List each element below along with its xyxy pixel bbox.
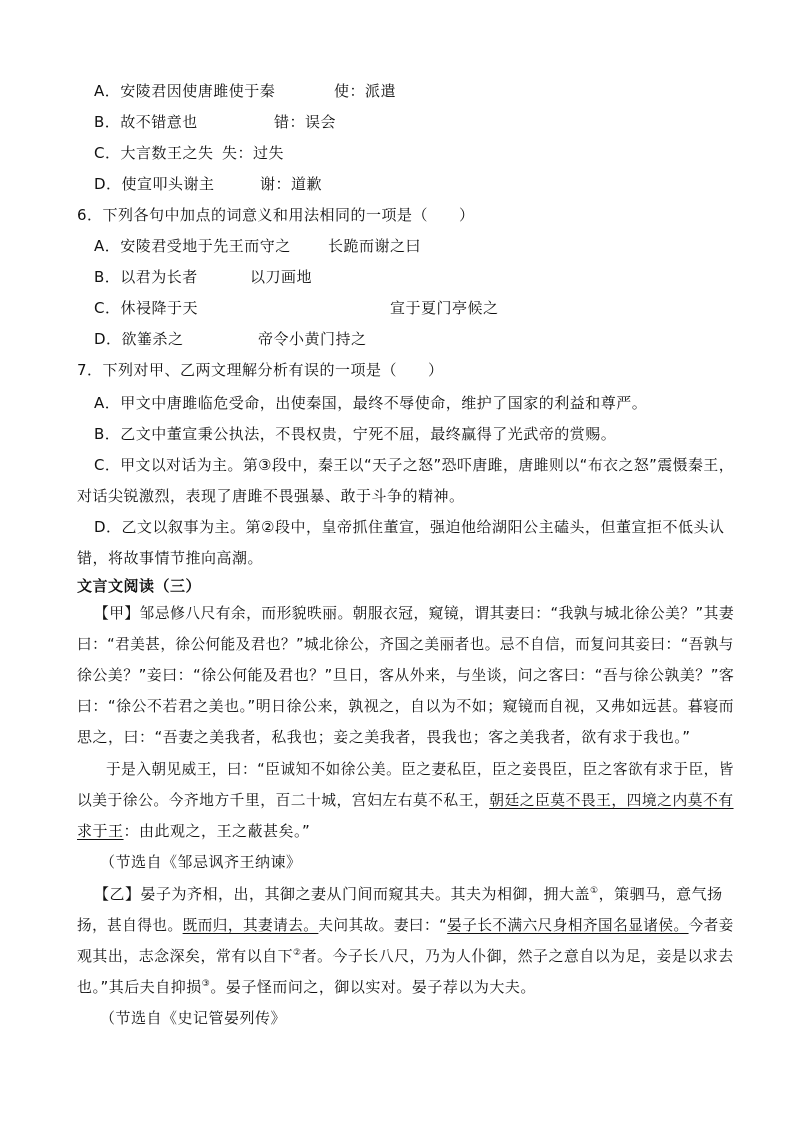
q5-option-c: C．大言数王之失 — [94, 144, 214, 162]
underlined-sentence-end: 求于王 — [77, 822, 124, 840]
q6-option-a-pair: 长跪而谢之曰 — [328, 237, 422, 255]
yi-line-1: 【乙】晏子为齐相，出，其御之妻从门间而窥其夫。其夫为相御，拥大盖①，策驷马，意气扬 — [94, 885, 723, 903]
q7-option-c: C．甲文以对话为主。第③段中，秦王以“天子之怒”恐吓唐雎，唐雎则以“布衣之怒”震慑秦王， — [94, 456, 735, 474]
q7-option-c-cont: 对话尖锐激烈，表现了唐雎不畏强暴、敢于斗争的精神。 — [77, 487, 465, 505]
yi-source: （节选自《史记管晏列传》 — [100, 1009, 287, 1027]
q6-option-b-pair: 以刀画地 — [250, 268, 313, 286]
q6-option-a: A．安陵君受地于先王而守之 — [94, 237, 291, 255]
yi-line-2: 扬，甚自得也。既而归，其妻请去。夫问其故。妻曰：“晏子长不满六尺身相齐国名显诸侯。今者妾 — [77, 916, 734, 934]
footnote-marker-1: ① — [590, 886, 599, 896]
underlined-phrase-1: 既而归，其妻请去。 — [182, 916, 319, 934]
q5-option-d-gloss: 谢：道歉 — [260, 175, 323, 193]
q5-option-d: D．使宣叩头谢主 — [94, 175, 215, 193]
q6-option-c: C．休祲降于天 — [94, 299, 198, 317]
jia-p1-line-5: 思之，曰：“吾妻之美我者，私我也；妾之美我者，畏我也；客之美我者，欲有求于我也。” — [77, 728, 691, 746]
q5-option-b-gloss: 错：误会 — [274, 113, 337, 131]
q7-option-d-cont: 错，将故事情节推向高潮。 — [77, 549, 264, 567]
q7-option-b: B．乙文中董宣秉公执法，不畏权贵，宁死不屈，最终赢得了光武帝的赏赐。 — [94, 425, 617, 443]
jia-p1-line-2: 曰：“君美甚，徐公何能及君也？”城北徐公，齐国之美丽者也。忌不自信，而复问其妾曰：“吾孰与 — [77, 635, 734, 653]
q5-option-a: A．安陵君因使唐雎使于秦 — [94, 82, 276, 100]
yi-line-3: 观其出，志念深矣，常有以自下②者。今子长八尺，乃为人仆御，然子之意自以为足，妾是以求去 — [77, 947, 734, 965]
jia-p1-line-3: 徐公美？”妾曰：“徐公何能及君也？”旦日，客从外来，与坐谈，问之客曰：“吾与徐公孰美？”客 — [77, 666, 735, 684]
jia-p2-line-3: 求于王：由此观之，王之蔽甚矣。” — [77, 822, 311, 840]
q6-option-d-pair: 帝令小黄门持之 — [258, 330, 367, 348]
q5-option-b: B．故不错意也 — [94, 113, 198, 131]
jia-p1-line-4: 曰：“徐公不若君之美也。”明日徐公来，孰视之，自以为不如；窥镜而自视，又弗如远甚。暮寝而 — [77, 697, 735, 715]
q6-option-c-pair: 宣于夏门亭候之 — [390, 299, 499, 317]
jia-p2-line-2: 以美于徐公。今齐地方千里，百二十城，宫妇左右莫不私王，朝廷之臣莫不畏王，四境之内莫不有 — [77, 791, 734, 809]
q7-option-a: A．甲文中唐雎临危受命，出使秦国，最终不辱使命，维护了国家的利益和尊严。 — [94, 394, 648, 412]
q5-option-a-gloss: 使：派遣 — [334, 82, 397, 100]
jia-p2-line-1: 于是入朝见威王，曰：“臣诚知不如徐公美。臣之妻私臣，臣之妾畏臣，臣之客欲有求于臣，皆 — [106, 760, 734, 778]
q6-stem: 6．下列各句中加点的词意义和用法相同的一项是（ ） — [77, 206, 475, 224]
footnote-marker-2: ② — [293, 948, 302, 958]
section-title: 文言文阅读（三） — [77, 577, 202, 595]
q6-option-b: B．以君为长者 — [94, 268, 198, 286]
jia-source: （节选自《邹忌讽齐王纳谏》 — [100, 853, 302, 871]
underlined-sentence: 朝廷之臣莫不畏王，四境之内莫不有 — [489, 791, 734, 809]
q6-option-d: D．欲箠杀之 — [94, 330, 184, 348]
yi-line-4: 也。”其后夫自抑损③。晏子怪而问之，御以实对。晏子荐以为大夫。 — [77, 978, 536, 996]
q7-option-d: D．乙文以叙事为主。第②段中，皇帝抓住董宣，强迫他给湖阳公主磕头，但董宣拒不低头认 — [94, 518, 725, 536]
footnote-marker-3: ③ — [201, 979, 211, 989]
jia-p1-line-1: 【甲】邹忌修八尺有余，而形貌昳丽。朝服衣冠，窥镜，谓其妻曰：“我孰与城北徐公美？”其妻 — [94, 604, 735, 622]
underlined-phrase-2: 晏子长不满六尺身相齐国名显诸侯。 — [447, 916, 689, 934]
q5-option-c-gloss: 失：过失 — [222, 144, 285, 162]
q7-stem: 7．下列对甲、乙两文理解分析有误的一项是（ ） — [77, 361, 444, 379]
